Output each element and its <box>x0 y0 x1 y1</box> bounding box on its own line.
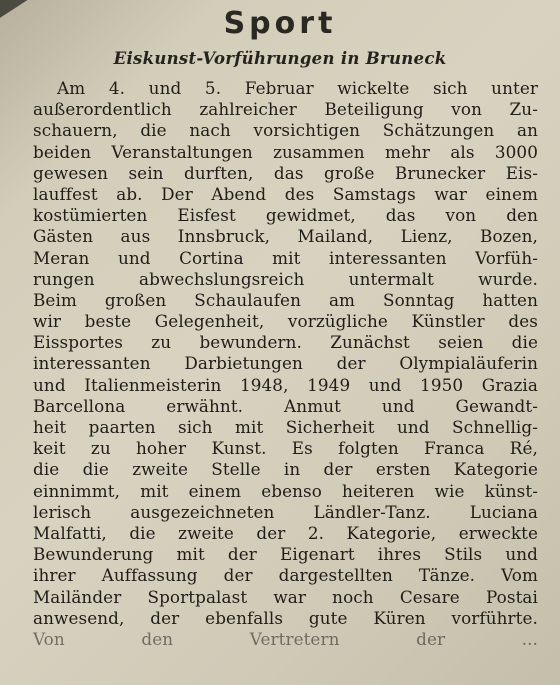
article-line: schauern, die nach vorsichtigen Schätzungen an <box>33 120 538 141</box>
article-line: interessanten Darbietungen der Olympialäuferin <box>33 353 538 374</box>
article-line: wir beste Gelegenheit, vorzügliche Künstler des <box>33 311 538 332</box>
article-line: lerisch ausgezeichneten Ländler-Tanz. Luciana <box>33 501 538 522</box>
article-line: kostümierten Eisfest gewidmet, das von den <box>33 205 538 226</box>
article-line: einnimmt, mit einem ebenso heiteren wie künst- <box>33 480 538 501</box>
article-line: und Italienmeisterin 1948, 1949 und 1950 Grazia <box>33 374 538 395</box>
article-line: lauffest ab. Der Abend des Samstags war einem <box>33 183 538 204</box>
article-body <box>33 78 538 650</box>
article-line: gewesen sein durften, das große Brunecker Eis- <box>33 162 538 183</box>
article-line: Von den Vertretern der ... <box>33 628 538 649</box>
article-line: außerordentlich zahlreicher Beteiligung von Zu- <box>33 99 538 120</box>
article-line: Meran und Cortina mit interessanten Vorfüh- <box>33 247 538 268</box>
article-line: Gästen aus Innsbruck, Mailand, Lienz, Bozen, <box>33 226 538 247</box>
article-line: anwesend, der ebenfalls gute Küren vorführte. <box>33 607 538 628</box>
article-line: heit paarten sich mit Sicherheit und Schnellig- <box>33 417 538 437</box>
article-line: rungen abwechslungsreich untermalt wurde. <box>33 268 538 289</box>
article-line: beiden Veranstaltungen zusammen mehr als 3000 <box>33 141 538 162</box>
article-line: Am 4. und 5. Februar wickelte sich unter <box>57 78 538 98</box>
article-line: keit zu hoher Kunst. Es folgten Franca Ré, <box>33 438 538 459</box>
article-line: Eissportes zu bewundern. Zunächst seien die <box>33 332 538 353</box>
article-line: Bewunderung mit der Eigenart ihres Stils und <box>33 544 538 565</box>
article-line: Malfatti, die zweite der 2. Kategorie, erweckte <box>33 522 538 543</box>
article-headline: Eiskunst-Vorführungen in Bruneck <box>113 49 447 68</box>
article-line: ihrer Auffassung der dargestellten Tänze. Vom <box>33 565 538 586</box>
article-line: Barcellona erwähnt. Anmut und Gewandt- <box>33 395 538 416</box>
article-line: Beim großen Schaulaufen am Sonntag hatten <box>33 289 538 310</box>
article-line: Mailänder Sportpalast war noch Cesare Postai <box>33 586 538 607</box>
section-title: Sport <box>223 6 337 41</box>
article-line: die die zweite Stelle in der ersten Kategorie <box>33 459 538 480</box>
